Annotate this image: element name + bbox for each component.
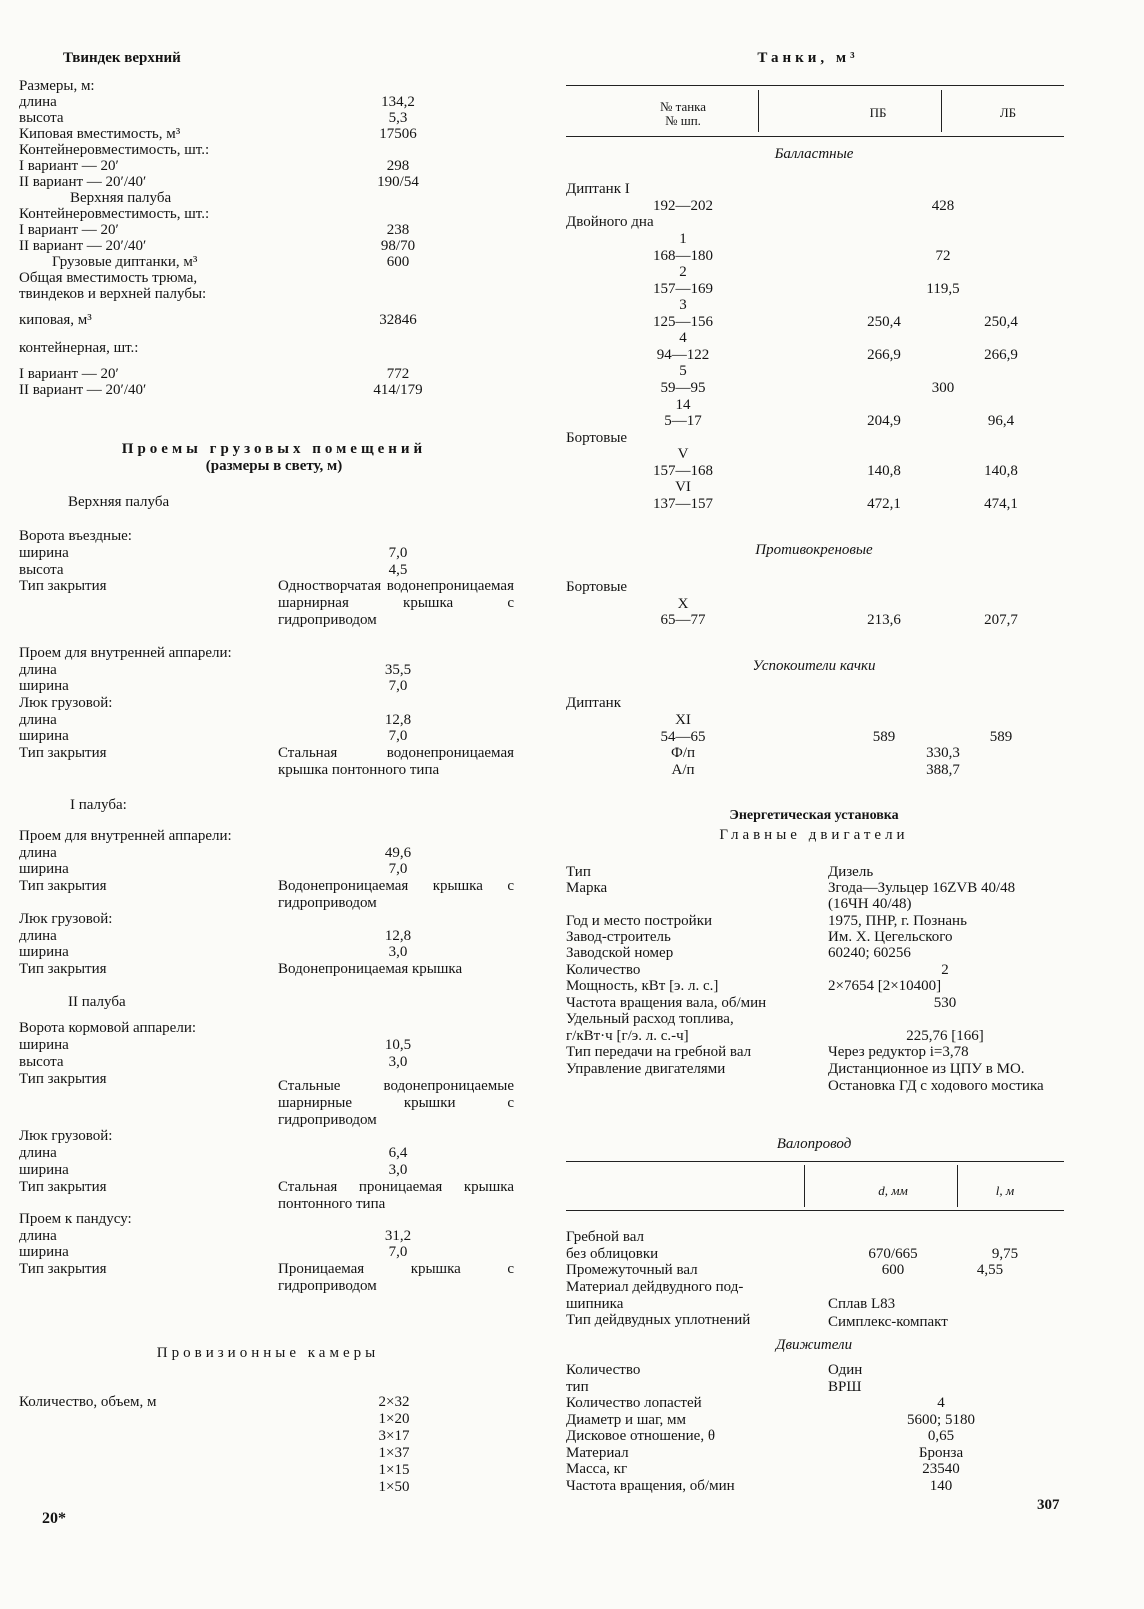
width-label: ширина (19, 944, 69, 960)
spec-label: Промежуточный вал (566, 1262, 698, 1278)
value: 388,7 (926, 762, 960, 778)
group-heading: Успокоители качки (752, 658, 876, 674)
closure-value: Проницаемая крышка с гидроприводом (278, 1261, 514, 1294)
variant-label: II вариант — 20′/40′ (19, 382, 147, 398)
value: 300 (931, 380, 955, 396)
height-label: высота (19, 562, 64, 578)
spec-value: Симплекс-компакт (828, 1314, 948, 1330)
provision-value: 1×15 (378, 1462, 410, 1478)
value: 213,6 (867, 612, 901, 628)
spec-value: Один (828, 1362, 863, 1378)
value: 190/54 (377, 174, 419, 190)
value: 250,4 (984, 314, 1018, 330)
table-rule (566, 1210, 1064, 1211)
tank-label: Бортовые (566, 430, 628, 446)
provision-value: 1×50 (378, 1479, 410, 1495)
provision-value: 3×17 (378, 1428, 410, 1444)
group-heading: Противокреновые (755, 542, 873, 558)
tank-number: А/п (671, 762, 695, 778)
spec-value: 1975, ПНР, г. Познань (828, 913, 967, 929)
subheading: Верхняя палуба (70, 190, 172, 206)
column-header: № шп. (665, 113, 701, 128)
length-label: длина (19, 845, 57, 861)
tank-number: 2 (679, 264, 687, 280)
spec-label: без облицовки (566, 1246, 659, 1262)
spec-value: 23540 (922, 1461, 960, 1477)
frame-range: 5—17 (664, 413, 702, 429)
spec-label: Дисковое отношение, θ (566, 1428, 716, 1444)
item-heading: Люк грузовой: (19, 695, 113, 711)
width-label: ширина (19, 1037, 69, 1053)
spec-value: Згода—Зульцер 16ZVB 40/48 (828, 880, 1016, 896)
width-label: ширина (19, 545, 69, 561)
value: 600 (881, 1262, 905, 1278)
closure-label: Тип закрытия (19, 1261, 107, 1277)
length-label: длина (19, 94, 57, 110)
width-label: ширина (19, 861, 69, 877)
spec-value: 2×7654 [2×10400] (828, 978, 942, 994)
frame-range: 59—95 (660, 380, 706, 396)
table-rule (566, 85, 1064, 86)
value: 7,0 (388, 545, 408, 561)
value: 330,3 (926, 745, 960, 761)
spec-value: 2 (941, 962, 949, 978)
spec-value: 530 (933, 995, 957, 1011)
variant-label: II вариант — 20′/40′ (19, 238, 147, 254)
tank-label: Бортовые (566, 579, 628, 595)
container-label: контейнерная, шт.: (19, 340, 139, 356)
deck-heading: I палуба: (70, 797, 127, 813)
tank-number: Ф/п (670, 745, 696, 761)
tank-label: Диптанк (566, 695, 621, 711)
table-rule (566, 136, 1064, 137)
value: 589 (872, 729, 896, 745)
spec-label: Тип дейдвудных уплотнений (566, 1312, 751, 1328)
tank-number: 5 (679, 363, 687, 379)
length-label: длина (19, 928, 57, 944)
provision-value: 1×37 (378, 1445, 410, 1461)
total-capacity-label: твиндеков и верхней палубы: (19, 286, 207, 302)
closure-label: Тип закрытия (19, 961, 107, 977)
variant-label: I вариант — 20′ (19, 366, 119, 382)
bale-capacity-label: Киповая вместимость, м³ (19, 126, 181, 142)
item-heading: Ворота кормовой аппарели: (19, 1020, 197, 1036)
item-heading: Проем к пандусу: (19, 1211, 132, 1227)
value: 7,0 (388, 861, 408, 877)
tank-number: 1 (679, 231, 687, 247)
frame-range: 65—77 (660, 612, 706, 628)
frame-range: 157—168 (653, 463, 713, 479)
frame-range: 137—157 (653, 496, 713, 512)
value: 9,75 (991, 1246, 1019, 1262)
container-capacity-label: Контейнеровместимость, шт.: (19, 206, 210, 222)
closure-value: Стальная проницаемая крышка понтонного типа (278, 1179, 514, 1212)
tank-number: 14 (675, 397, 691, 413)
spec-label: Количество (566, 1362, 641, 1378)
column-header: d, мм (878, 1183, 908, 1198)
table-rule (566, 1161, 1064, 1162)
spec-label: Управление двигателями (566, 1061, 726, 1077)
section-title: Проемы грузовых помещений (121, 441, 427, 457)
spec-value: Дистанционное из ЦПУ в МО. Остановка ГД с ходового мостика (828, 1061, 1044, 1094)
spec-label: Частота вращения, об/мин (566, 1478, 735, 1494)
column-header: № танка (659, 99, 707, 114)
value: 119,5 (926, 281, 960, 297)
spec-label: Год и место постройки (566, 913, 713, 929)
spec-value: Бронза (918, 1445, 964, 1461)
closure-value: Одностворчатая водонепроницаемая шарнирная крышка с гидроприводом (278, 578, 514, 628)
width-label: ширина (19, 1162, 69, 1178)
provision-value: 2×32 (378, 1394, 410, 1410)
twindeck-heading: Твиндек верхний (63, 50, 181, 66)
column-header: l, м (995, 1183, 1015, 1198)
table-rule (804, 1165, 805, 1207)
column-header: ПБ (869, 105, 887, 120)
page-number: 307 (1037, 1497, 1060, 1513)
frame-range: 168—180 (653, 248, 713, 264)
value: 7,0 (388, 728, 408, 744)
value: 772 (386, 366, 410, 382)
length-label: длина (19, 712, 57, 728)
spec-value: Им. Х. Цегельского (828, 929, 953, 945)
spec-label: Мощность, кВт [э. л. с.] (566, 978, 719, 994)
frame-range: 94—122 (656, 347, 710, 363)
tank-number: V (677, 446, 689, 462)
item-heading: Проем для внутренней аппарели: (19, 645, 232, 661)
closure-value: Стальные водонепроницаемые шарнирные крышки с гидроприводом (278, 1078, 514, 1128)
tanks-title: Танки, м³ (757, 50, 859, 66)
width-label: ширина (19, 678, 69, 694)
length-label: длина (19, 1228, 57, 1244)
value: 472,1 (867, 496, 901, 512)
spec-value: Дизель (828, 864, 874, 880)
frame-range: 54—65 (660, 729, 706, 745)
height-label: высота (19, 110, 64, 126)
value: 474,1 (984, 496, 1018, 512)
table-rule (758, 90, 759, 132)
table-rule (941, 90, 942, 132)
group-heading: Балластные (774, 146, 854, 162)
spec-label: Завод-строитель (566, 929, 671, 945)
spec-value: 0,65 (927, 1428, 955, 1444)
spec-value: ВРШ (828, 1379, 862, 1395)
spec-label: тип (566, 1379, 589, 1395)
spec-label: Материал (566, 1445, 629, 1461)
spec-value: 4 (937, 1395, 945, 1411)
closure-value: Водонепроницаемая крышка (278, 961, 463, 977)
value: 3,0 (388, 1162, 408, 1178)
value: 3,0 (388, 944, 408, 960)
value: 17506 (379, 126, 417, 142)
spec-value: 140 (929, 1478, 953, 1494)
item-heading: Люк грузовой: (19, 911, 113, 927)
variant-label: I вариант — 20′ (19, 222, 119, 238)
value: 600 (386, 254, 410, 270)
closure-label: Тип закрытия (19, 1071, 107, 1087)
signature-mark: 20* (42, 1510, 66, 1527)
value: 32846 (379, 312, 417, 328)
spec-label: Заводской номер (566, 945, 674, 961)
width-label: ширина (19, 1244, 69, 1260)
spec-value: 5600; 5180 (907, 1412, 975, 1428)
spec-value: 225,76 [166] (906, 1028, 984, 1044)
frame-range: 192—202 (653, 198, 713, 214)
value: 12,8 (384, 712, 412, 728)
group-heading: Валопровод (776, 1136, 852, 1152)
value: 238 (386, 222, 410, 238)
spec-value: Сплав L83 (828, 1296, 896, 1312)
value: 49,6 (384, 845, 412, 861)
value: 12,8 (384, 928, 412, 944)
length-label: длина (19, 662, 57, 678)
subheading: Грузовые диптанки, м³ (52, 254, 198, 270)
item-heading: Ворота въездные: (19, 528, 132, 544)
value: 250,4 (867, 314, 901, 330)
spec-label: шипника (566, 1296, 624, 1312)
value: 140,8 (984, 463, 1018, 479)
column-header: ЛБ (999, 105, 1017, 120)
item-heading: Люк грузовой: (19, 1128, 113, 1144)
closure-label: Тип закрытия (19, 745, 107, 761)
height-label: высота (19, 1054, 64, 1070)
section-subtitle: (размеры в свету, м) (205, 458, 343, 474)
spec-value: Через редуктор i=3,78 (828, 1044, 969, 1060)
group-heading: Движители (775, 1337, 853, 1353)
value: 4,5 (388, 562, 408, 578)
bale-label: киповая, м³ (19, 312, 92, 328)
value: 428 (931, 198, 955, 214)
spec-label: Количество лопастей (566, 1395, 702, 1411)
spec-label: Масса, кг (566, 1461, 628, 1477)
value: 589 (989, 729, 1013, 745)
value: 5,3 (388, 110, 408, 126)
value: 207,7 (984, 612, 1018, 628)
variant-label: II вариант — 20′/40′ (19, 174, 147, 190)
closure-value: Стальная водонепроницаемая крышка понтонного типа (278, 745, 514, 778)
value: 7,0 (388, 1244, 408, 1260)
closure-label: Тип закрытия (19, 1179, 107, 1195)
spec-label: Частота вращения вала, об/мин (566, 995, 767, 1011)
value: 298 (386, 158, 410, 174)
spec-label: Материал дейдвудного под- (566, 1279, 744, 1295)
tank-number: XI (675, 712, 691, 728)
value: 414/179 (373, 382, 423, 398)
provision-value: 1×20 (378, 1411, 410, 1427)
section-subtitle: Главные двигатели (719, 827, 909, 843)
length-label: длина (19, 1145, 57, 1161)
spec-label: Марка (566, 880, 608, 896)
tank-number: X (677, 596, 689, 612)
width-label: ширина (19, 728, 69, 744)
container-capacity-label: Контейнеровместимость, шт.: (19, 142, 210, 158)
value: 72 (935, 248, 951, 264)
item-heading: Проем для внутренней аппарели: (19, 828, 232, 844)
value: 4,55 (976, 1262, 1004, 1278)
tank-number: 4 (679, 330, 687, 346)
value: 204,9 (867, 413, 901, 429)
dims-label: Размеры, м: (19, 78, 95, 94)
spec-label: Количество (566, 962, 641, 978)
frame-range: 125—156 (653, 314, 713, 330)
value: 6,4 (388, 1145, 408, 1161)
spec-label: Тип (566, 864, 591, 880)
deck-heading: II палуба (68, 994, 126, 1010)
spec-label: Удельный расход топлива, (566, 1011, 734, 1027)
closure-label: Тип закрытия (19, 878, 107, 894)
spec-label: г/кВт·ч [г/э. л. с.-ч] (566, 1028, 689, 1044)
value: 3,0 (388, 1054, 408, 1070)
value: 266,9 (984, 347, 1018, 363)
value: 670/665 (868, 1246, 918, 1262)
deck-heading: Верхняя палуба (68, 494, 170, 510)
tank-number: 3 (679, 297, 687, 313)
spec-label: Диаметр и шаг, мм (566, 1412, 686, 1428)
spec-value: 60240; 60256 (828, 945, 911, 961)
closure-label: Тип закрытия (19, 578, 107, 594)
spec-label: Гребной вал (566, 1229, 644, 1245)
tank-number: VI (675, 479, 691, 495)
tank-label: Диптанк I (566, 181, 630, 197)
section-title: Энергетическая установка (729, 808, 899, 823)
value: 266,9 (867, 347, 901, 363)
value: 96,4 (987, 413, 1015, 429)
value: 98/70 (380, 238, 416, 254)
value: 140,8 (867, 463, 901, 479)
section-title: Провизионные камеры (156, 1345, 380, 1361)
tank-label: Двойного дна (566, 214, 654, 230)
value: 134,2 (381, 94, 415, 110)
frame-range: 157—169 (653, 281, 713, 297)
spec-label: Тип передачи на гребной вал (566, 1044, 752, 1060)
variant-label: I вариант — 20′ (19, 158, 119, 174)
total-capacity-label: Общая вместимость трюма, (19, 270, 198, 286)
closure-value: Водонепроницаемая крышка с гидроприводом (278, 878, 514, 911)
value: 31,2 (384, 1228, 412, 1244)
spec-value: (16ЧН 40/48) (828, 896, 912, 912)
value: 7,0 (388, 678, 408, 694)
value: 35,5 (384, 662, 412, 678)
value: 10,5 (384, 1037, 412, 1053)
provision-label: Количество, объем, м (19, 1394, 157, 1410)
table-rule (957, 1165, 958, 1207)
